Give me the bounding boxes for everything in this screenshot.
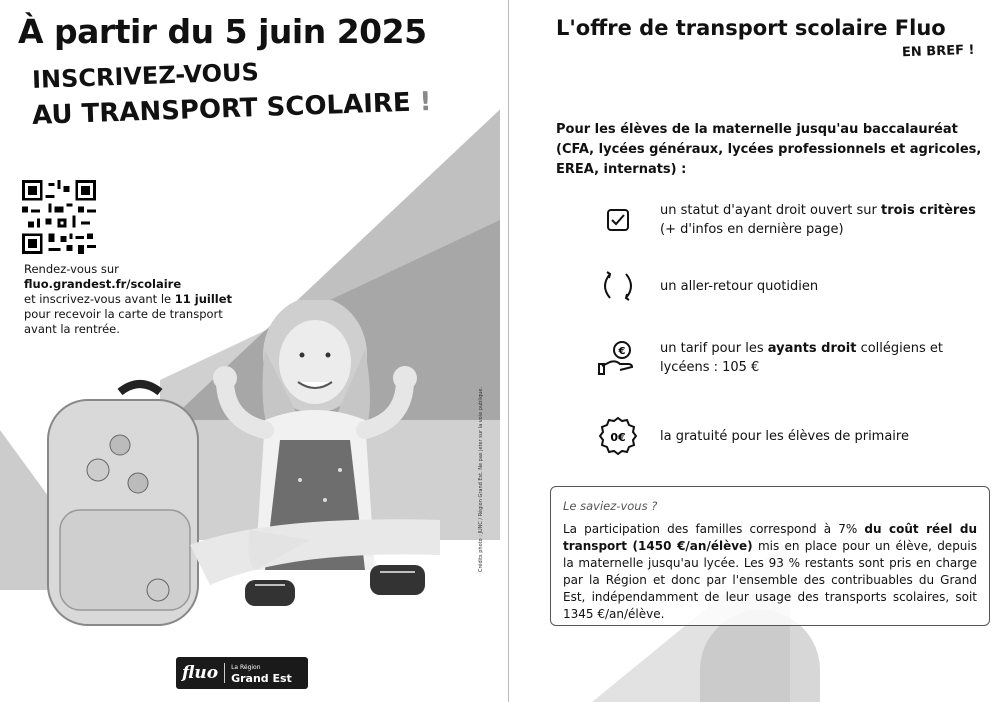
headline-register: INSCRIVEZ-VOUS [31,58,260,94]
registration-instructions: Rendez-vous sur fluo.grandest.fr/scolaire et inscrivez-vous avant le 11 juillet pour recevoir la carte de transport avant la rentrée. [24,262,254,337]
offer-title: L'offre de transport scolaire Fluo [556,16,946,40]
fluo-grand-est-logo: fluo La Région Grand Est [176,657,308,689]
offer-intro: Pour les élèves de la maternelle jusqu'au baccalauréat (CFA, lycées généraux, lycées professionnels et agricoles, EREA, internats) : [556,122,982,177]
feature-free-primary: 0€ la gratuité pour les élèves de primaire [596,414,976,458]
offer-brief-tag: EN BREF ! [901,42,975,61]
qr-code-icon[interactable] [22,180,96,254]
feature-round-trip: un aller-retour quotidien [596,264,976,308]
did-you-know-box [550,486,990,626]
headline-date: À partir du 5 juin 2025 [18,12,427,51]
feature-eligibility: un statut d'ayant droit ouvert sur trois critères (+ d'infos en dernière page) [596,198,976,242]
free-badge-icon [596,414,640,458]
checkbox-icon [596,198,640,242]
euro-hand-icon [596,336,640,380]
round-trip-icon [596,264,640,308]
svg-text:€: € [618,346,626,357]
headline-school-transport: AU TRANSPORT SCOLAIRE ! [31,87,433,131]
feature-price: € un tarif pour les ayants droit collégiens et lycéens : 105 € [596,336,976,380]
did-you-know-title: Le saviez-vous ? [563,499,658,513]
did-you-know-body: La participation des familles correspond à 7% du coût réel du transport (1450 €/an/élève) mis en place pour un élève, depuis la maternelle jusqu'au lycée. Les 93 % restants sont pris en charge par la Région et donc par l'ensemble des contribuables du Grand Est, indépendamment de leur usage des transports scolaires, soit 1345 €/an/élève. [563,522,977,621]
child-with-backpack-photo [40,300,460,640]
photo-credits: Crédits photo : JUNC / Région Grand Est. Ne pas jeter sur la voie publique. [478,386,484,572]
svg-text:0€: 0€ [610,431,626,444]
flyer-right-page [500,0,1000,702]
registration-url-link[interactable]: fluo.grandest.fr/scolaire [24,277,182,291]
